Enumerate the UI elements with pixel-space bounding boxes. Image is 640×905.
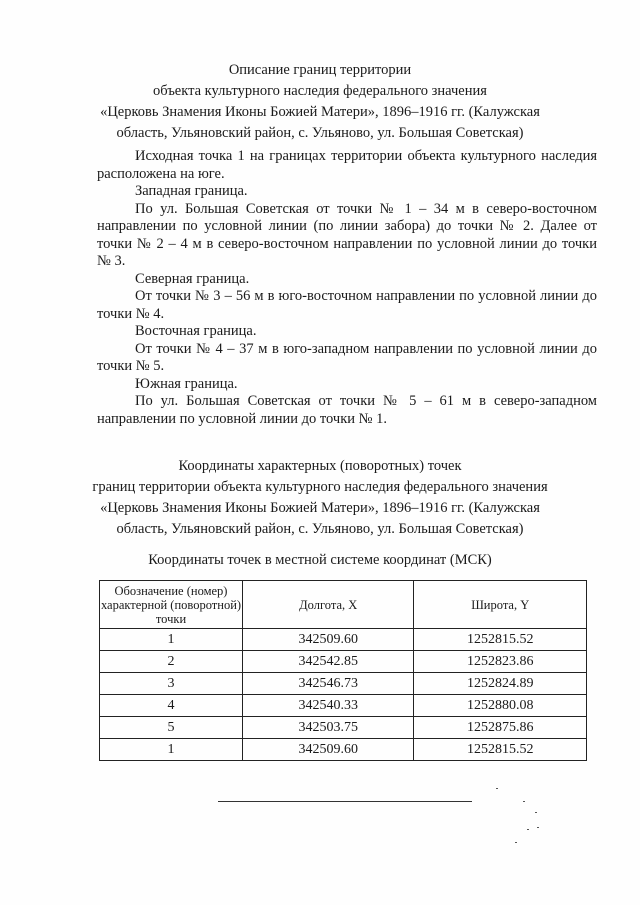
paragraph-east-heading: Восточная граница.: [135, 323, 257, 339]
paragraph-north-heading: Северная граница.: [135, 270, 250, 287]
scan-speck: [537, 827, 539, 828]
longitude-x: 342503.75: [243, 717, 414, 739]
paragraph-north-boundary: От точки № 3 – 56 м в юго-восточном направлении по условной линии до точки № 4.: [97, 288, 597, 322]
table-row: [100, 629, 587, 651]
heading-line: границ территории объекта культурного наследия федерального значения: [92, 479, 548, 495]
point-number: 4: [100, 695, 243, 717]
header-latitude: Широта, Y: [414, 581, 587, 629]
longitude-x: 342542.85: [243, 651, 414, 673]
longitude-x: 342540.33: [243, 695, 414, 717]
longitude-x: 342509.60: [243, 739, 414, 761]
table-row: [100, 673, 587, 695]
point-number: 3: [100, 673, 243, 695]
table-caption: Координаты точек в местной системе координат (МСК): [148, 552, 492, 568]
paragraph-west-boundary: По ул. Большая Советская от точки № 1 – 34 м в северо-восточном направлении по условной линии (по линии забора) до точки № 2. Далее от точки № 2 – 4 м в северо-восточном направлении по условной линии до точки № 3.: [97, 200, 597, 269]
scan-speck: [496, 788, 498, 789]
heading-line: область, Ульяновский район, с. Ульяново, ул. Большая Советская): [116, 521, 524, 537]
latitude-y: 1252823.86: [414, 651, 587, 673]
scan-speck: [527, 829, 529, 830]
table-row: [100, 651, 587, 673]
boundary-description-heading: [90, 60, 550, 144]
scan-speck: [515, 842, 517, 843]
header-longitude: Долгота, X: [243, 581, 414, 629]
heading-line: «Церковь Знамения Иконы Божией Матери», 1896–1916 гг. (Калужская: [100, 104, 540, 120]
longitude-x: 342509.60: [243, 629, 414, 651]
point-number: 2: [100, 651, 243, 673]
boundary-description-text: [97, 148, 597, 428]
table-header-row: [100, 581, 587, 629]
header-point-number: Обозначение (номер) характерной (поворотной) точки: [100, 581, 243, 629]
coordinates-heading: [90, 456, 550, 540]
paragraph-south-heading: Южная граница.: [135, 375, 238, 392]
longitude-x: 342546.73: [243, 673, 414, 695]
paragraph-east-boundary: От точки № 4 – 37 м в юго-западном направлении по условной линии до точки № 5.: [97, 340, 597, 374]
latitude-y: 1252815.52: [414, 739, 587, 761]
latitude-y: 1252880.08: [414, 695, 587, 717]
heading-line: Описание границ территории: [228, 62, 412, 78]
paragraph-start-point: Исходная точка 1 на границах территории объекта культурного наследия расположена на юге.: [97, 148, 597, 182]
heading-line: объекта культурного наследия федерального значения: [153, 83, 487, 99]
latitude-y: 1252875.86: [414, 717, 587, 739]
heading-line: область, Ульяновский район, с. Ульяново, ул. Большая Советская): [116, 125, 524, 141]
latitude-y: 1252815.52: [414, 629, 587, 651]
point-number: 5: [100, 717, 243, 739]
heading-line: Координаты характерных (поворотных) точек: [178, 458, 462, 474]
scan-speck: [523, 801, 525, 802]
paragraph-south-boundary: По ул. Большая Советская от точки № 5 – 61 м в северо-западном направлении по условной линии до точки № 1.: [97, 393, 597, 427]
paragraph-west-heading: Западная граница.: [135, 183, 248, 199]
point-number: 1: [100, 629, 243, 651]
table-row: [100, 717, 587, 739]
signature-line: [218, 801, 472, 802]
heading-line: «Церковь Знамения Иконы Божией Матери», 1896–1916 гг. (Калужская: [100, 500, 540, 516]
point-number: 1: [100, 739, 243, 761]
coordinates-table: [99, 580, 587, 761]
scan-speck: [535, 812, 537, 813]
latitude-y: 1252824.89: [414, 673, 587, 695]
table-row: [100, 739, 587, 761]
table-row: [100, 695, 587, 717]
